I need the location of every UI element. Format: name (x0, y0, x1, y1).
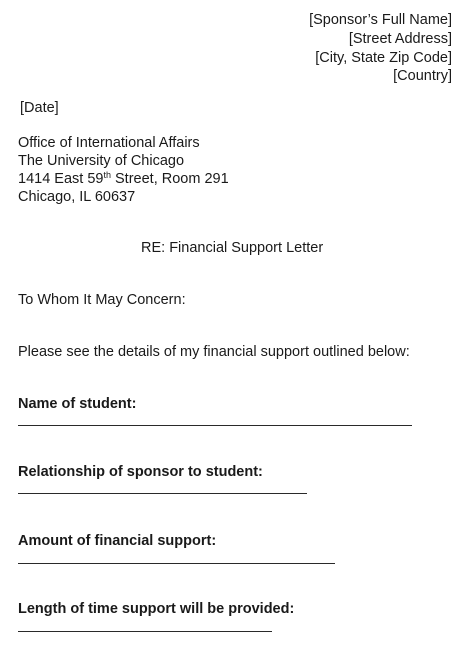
field-label-relationship: Relationship of sponsor to student: (18, 464, 263, 480)
field-line-relationship (18, 493, 307, 494)
recipient-street-number: 1414 East 59 (18, 171, 104, 187)
sponsor-city: [City, State Zip Code] (315, 50, 452, 66)
field-line-student-name (18, 425, 412, 426)
sponsor-full-name: [Sponsor’s Full Name] (309, 12, 452, 28)
intro-paragraph: Please see the details of my financial support outlined below: (18, 344, 410, 360)
sponsor-country: [Country] (393, 68, 452, 84)
re-subject: RE: Financial Support Letter (141, 240, 324, 256)
field-label-duration: Length of time support will be provided: (18, 601, 295, 617)
recipient-line-4: Chicago, IL 60637 (18, 189, 136, 205)
letter-date: [Date] (20, 100, 59, 116)
sponsor-street: [Street Address] (348, 31, 452, 47)
recipient-street-rest: Street, Room 291 (110, 171, 229, 187)
field-line-amount (18, 563, 335, 564)
recipient-line-3 (18, 170, 229, 188)
field-line-duration (18, 631, 272, 632)
field-label-student-name: Name of student: (18, 396, 137, 412)
field-label-amount: Amount of financial support: (18, 533, 217, 549)
recipient-street-suffix: th (103, 170, 111, 180)
recipient-line-1: Office of International Affairs (18, 135, 200, 151)
salutation: To Whom It May Concern: (18, 292, 186, 308)
recipient-line-2: The University of Chicago (18, 153, 185, 169)
